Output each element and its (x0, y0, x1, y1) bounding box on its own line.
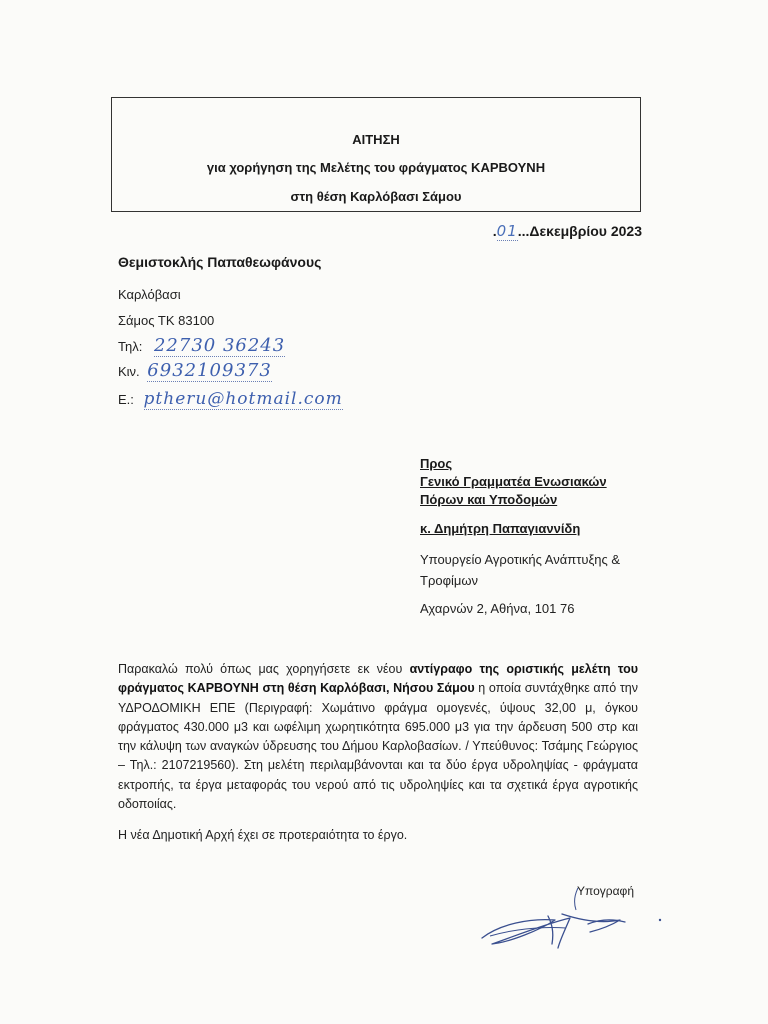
email-value-handwritten: ptheru@hotmail.com (143, 389, 343, 409)
mobile-value-handwritten: 6932109373 (147, 360, 272, 381)
date-month-year: ...Δεκεμβρίου 2023 (517, 223, 642, 239)
body-intro: Παρακαλώ πολύ όπως μας χορηγήσετε εκ νέου (118, 662, 410, 676)
date-line (493, 222, 642, 240)
sender-postal: Σάμος ΤΚ 83100 (118, 313, 215, 328)
recipient-address: Αχαρνών 2, Αθήνα, 101 76 (420, 601, 575, 616)
recipient-title-line2: Πόρων και Υποδομών (420, 492, 558, 507)
recipient-person: κ. Δημήτρη Παπαγιαννίδη (420, 521, 581, 536)
phone-value-handwritten: 22730 36243 (153, 335, 286, 356)
sender-mobile (118, 360, 272, 381)
body-paragraph-2: Η νέα Δημοτική Αρχή έχει σε προτεραιότητα το έργο. (118, 828, 408, 842)
document-subtitle: για χορήγηση της Μελέτης του φράγματος ΚΑΡΒΟΥΝΗ (206, 160, 546, 175)
mobile-label: Κιν. (118, 364, 140, 379)
email-label: E.: (118, 392, 134, 407)
handwritten-signature (470, 880, 670, 960)
date-prefix: . (492, 223, 497, 239)
sender-name: Θεμιστοκλής Παπαθεωφάνους (118, 254, 322, 270)
sender-phone (118, 335, 285, 356)
body-rest: η οποία συντάχθηκε από την ΥΔΡΟΔΟΜΙΚΗ ΕΠΕ (Περιγραφή: Χωμάτινο φράγμα ομογενές, ύψους 32,00 μ, όγκου φράγματος 430.000 μ3 και ωφέλιμη χωρητικότητα 695.000 μ3 για την άρδευση 500 στρ και την κάλυψη των αναγκών ύδρευσης του Δήμου Καρλοβασίων. / Υπεύθυνος: Τσάμης Γεώργιος – Τηλ.: 2107219560). Στη μελέτη περιλαμβάνονται και τα δύο έργα υδροληψίας - φράγματα εκτροπής, τα έργα μεταφοράς του νερού από τις υδροληψίες και τα σχετικά έργα αγροτικής οδοποιίας. (118, 681, 638, 812)
recipient-to-label: Προς (420, 456, 453, 471)
sender-city: Καρλόβασι (118, 287, 181, 302)
recipient-title-line1: Γενικό Γραμματέα Ενωσιακών (420, 474, 607, 489)
sender-email (118, 389, 343, 409)
document-title: ΑΙΤΗΣΗ (352, 132, 400, 147)
date-day-handwritten: 01 (496, 222, 518, 240)
title-box (111, 97, 641, 212)
signature-label: Υπογραφή (577, 884, 635, 898)
recipient-ministry-line1: Υπουργείο Αγροτικής Ανάπτυξης & (420, 552, 621, 567)
document-subtitle-location: στη θέση Καρλόβασι Σάμου (290, 189, 462, 204)
body-paragraph (118, 660, 638, 814)
phone-label: Τηλ: (118, 339, 143, 354)
body-bold-subject: αντίγραφο της οριστικής μελέτη του φράγματος ΚΑΡΒΟΥΝΗ στη θέση Καρλόβασι, Νήσου Σάμου (118, 662, 639, 696)
recipient-ministry-line2: Τροφίμων (420, 573, 479, 588)
